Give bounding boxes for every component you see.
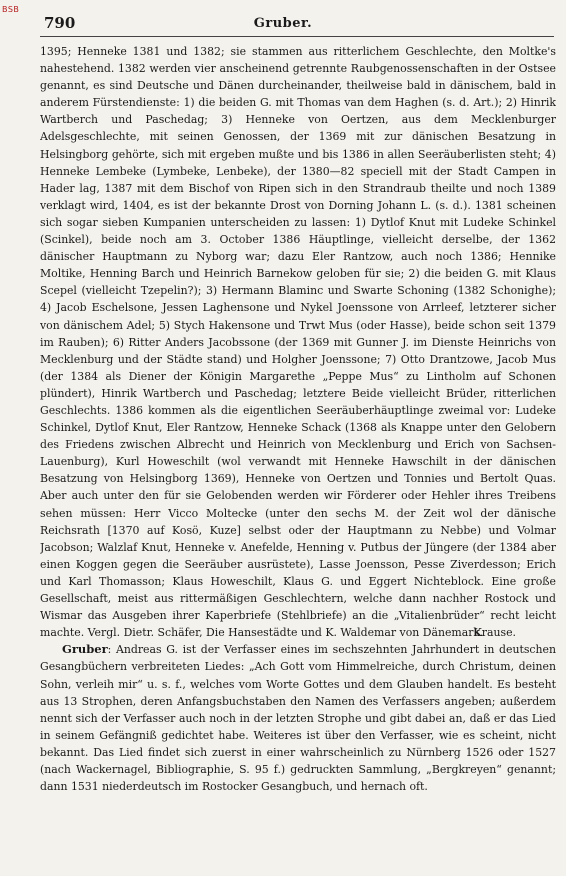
library-stamp: BSB (2, 5, 20, 14)
entry-lemma: Gruber (62, 642, 108, 657)
running-head: Gruber. (253, 16, 313, 31)
entry-text: 1395; Henneke 1381 und 1382; sie stammen aus ritterlichem Geschlechte, den Moltke's nahestehend. 1382 werden vier anscheinend getrennte Raubgenossenschaften in der Ostsee genannt, es sind Deutsche und Dänen durcheinander, theilweise bald in dänischem, bald in anderem Fürstendienste: 1) die beiden G. mit Thomas van dem Haghen (s. d. Art.); 2) Hinrik Wartberch und Paschedag; 3) Henneke von Oertzen, aus dem Mecklenburger Adelsgeschlechte, mit seinen Genossen, der 1369 mit zur dänischen Besatzung in Helsingborg gehörte, sich mit ergeben mußte und bis 1386 in allen Seeräuberlisten steht; 4) Henneke Lembeke (Lymbeke, Lenbeke), der 1380—82 speciell mit der Stadt Campen in Hader lag, 1387 mit dem Bischof von Ripen sich in den Strandraub theilte und noch 1389 verklagt wird, 1404, es ist der bekannte Drost von Dorning Johann L. (s. d.). 1381 scheinen sich sogar sieben Kumpanien unterscheiden zu lassen: 1) Dytlof Knut mit Ludeke Schinkel (Scinkel), beide noch am 3. October 1386 Häuptlinge, vielleicht derselbe, der 1362 dänischer Hauptmann zu Nyborg war; dazu Eler Rantzow, auch noch 1386; Hennike Moltike, Henning Barch und Heinrich Barnekow geloben für sie; 2) die beiden G. mit Klaus Scepel (vielleicht Tzepelin?); 3) Hermann Blaminc und Swarte Schoning (1382 Schonighe); 4) Jacob Eschelsone, Jessen Laghensone und Nykel Joenssone von Arrleef, letzterer sicher von dänischem Adel; 5) Stych Hakensone und Trwt Mus (oder Hasse), beide schon seit 1379 im Rauben); 6) Ritter Anders Jacobssone (der 1369 mit Gunner J. im Dienste Heinrichs von Mecklenburg und der Städte stand) und Holgher Joenssone; 7) Otto Drantzowe, Jacob Mus (der 1384 als Diener der Königin Margarethe „Peppe Mus“ zu Lintholm auf Schonen plündert), Hinrik Wartberch und Paschedag; letztere Beide vielleicht Brüder, ritterlichen Geschlechts. 1386 kommen als die eigentlichen Seeräuberhäuptlinge zweimal vor: Ludeke Schinkel, Dytlof Knut, Eler Rantzow, Henneke Schack (1368 als Knappe unter den Gelobern des Friedens zwischen Albrecht und Heinrich von Mecklenburg und Erich von Sachsen-Lauenburg), Kurl Howeschilt (wol verwandt mit Henneke Hawschilt in der dänischen Besatzung von Helsingborg 1369), Henneke von Oertzen und Tonnies und Bertolt Quas. Aber auch unter den für sie Gelobenden werden wir Förderer oder Hehler ihres Treibens sehen müssen: Herr Vicco Moltecke (unter den sechs M. der Zeit wol der dänische Reichsrath [1370 auf Kosö, Kuze] selbst oder der Hauptmann zu Nebbe) und Volmar Jacobson; Walzlaf Knut, Henneke v. Anefelde, Henning v. Putbus der Jüngere (der 1384 aber einen Koggen gegen die Seeräuber ausrüstete), Lasse Joensson, Pesse Ziverdesson; Erich und Karl Thomasson; Klaus Howeschilt, Klaus G. und Eggert Nichteblock. Eine große Gesellschaft, meist aus rittermäßigen Geschlechtern, welche dann nachher Rostock und Wismar das Ausgeben ihrer Kaperbriefe (Stehlbriefe) an die „Vitalienbrüder“ recht leicht machte. Vergl. Dietr. Schäfer, Die Hansestädte und K. Waldemar von Dänemark. (40, 45, 556, 640)
header-rule (40, 36, 554, 37)
author-signature: Krause. (473, 626, 516, 640)
entry-text: : Andreas G. ist der Verfasser eines im sechszehnten Jahrhundert in deutschen Gesangbüchern verbreiteten Liedes: „Ach Gott vom Himmelreiche, durch Christum, deinen Sohn, verleih mir“ u. s. f., welches vom Worte Gottes und dem Glauben handelt. Es besteht aus 13 Strophen, deren Anfangsbuchstaben den Namen des Verfassers angeben; außerdem nennt sich der Verfasser auch noch in der letzten Strophe und gibt dabei an, daß er das Lied in seinem Gefängniß gedichtet habe. Weiteres ist über den Verfasser, wie es scheint, nicht bekannt. Das Lied findet sich zuerst in einer wahrscheinlich zu Nürnberg 1526 oder 1527 (nach Wackernagel, Bibliographie, S. 95 f.) gedruckten Sammlung, „Bergkreyen“ genannt; dann 1531 niederdeutsch im Rostocker Gesangbuch, und hernach oft. (40, 643, 556, 794)
entry-gruber (40, 641, 556, 795)
entry-continuation (40, 43, 556, 641)
page-number: 790 (44, 14, 76, 32)
page-body (40, 43, 556, 871)
